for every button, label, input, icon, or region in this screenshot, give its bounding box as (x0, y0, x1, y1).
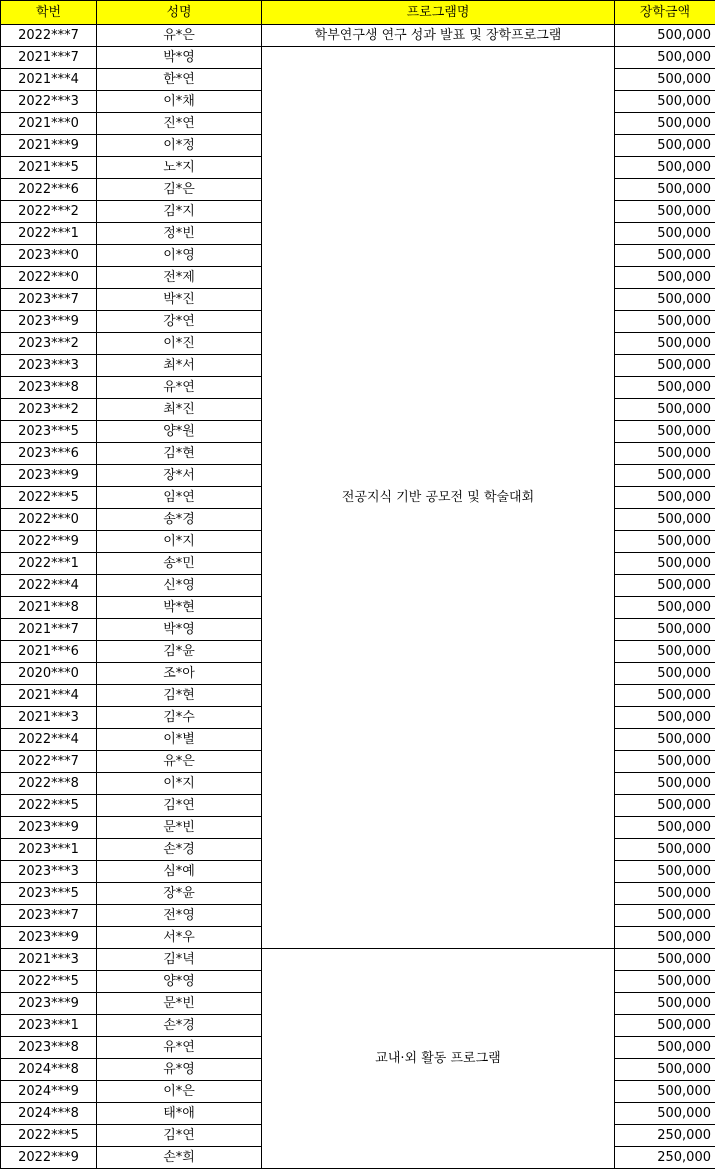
amount-cell: 500,000 (615, 971, 715, 993)
table-row (1, 47, 715, 69)
student-id-cell: 2022***0 (1, 509, 97, 531)
student-name-cell: 문*빈 (97, 993, 262, 1015)
student-id-cell: 2023***2 (1, 399, 97, 421)
student-id-cell: 2022***1 (1, 553, 97, 575)
amount-cell: 500,000 (615, 465, 715, 487)
student-name-cell: 김*연 (97, 1125, 262, 1147)
student-name-cell: 김*윤 (97, 641, 262, 663)
amount-cell: 500,000 (615, 113, 715, 135)
table-body (1, 25, 715, 1169)
amount-cell: 500,000 (615, 949, 715, 971)
student-id-cell: 2021***7 (1, 619, 97, 641)
amount-cell: 500,000 (615, 1015, 715, 1037)
amount-cell: 500,000 (615, 421, 715, 443)
student-name-cell: 유*영 (97, 1059, 262, 1081)
student-id-cell: 2022***9 (1, 531, 97, 553)
amount-cell: 500,000 (615, 201, 715, 223)
student-name-cell: 김*수 (97, 707, 262, 729)
amount-cell: 500,000 (615, 355, 715, 377)
student-id-cell: 2023***5 (1, 883, 97, 905)
student-id-cell: 2020***0 (1, 663, 97, 685)
student-id-cell: 2023***9 (1, 927, 97, 949)
header-amount: 장학금액 (615, 1, 715, 25)
student-name-cell: 손*희 (97, 1147, 262, 1169)
student-name-cell: 이*영 (97, 245, 262, 267)
amount-cell: 500,000 (615, 179, 715, 201)
student-name-cell: 김*은 (97, 179, 262, 201)
student-name-cell: 서*우 (97, 927, 262, 949)
student-id-cell: 2021***3 (1, 949, 97, 971)
student-id-cell: 2023***9 (1, 311, 97, 333)
student-id-cell: 2023***0 (1, 245, 97, 267)
program-name-cell: 전공지식 기반 공모전 및 학술대회 (262, 47, 615, 949)
amount-cell: 500,000 (615, 905, 715, 927)
student-id-cell: 2023***9 (1, 993, 97, 1015)
amount-cell: 500,000 (615, 575, 715, 597)
student-name-cell: 김*녁 (97, 949, 262, 971)
student-id-cell: 2021***0 (1, 113, 97, 135)
amount-cell: 500,000 (615, 1081, 715, 1103)
amount-cell: 250,000 (615, 1147, 715, 1169)
student-name-cell: 이*지 (97, 773, 262, 795)
student-name-cell: 문*빈 (97, 817, 262, 839)
student-name-cell: 노*지 (97, 157, 262, 179)
amount-cell: 500,000 (615, 69, 715, 91)
amount-cell: 500,000 (615, 839, 715, 861)
student-id-cell: 2022***5 (1, 487, 97, 509)
amount-cell: 500,000 (615, 531, 715, 553)
student-id-cell: 2022***3 (1, 91, 97, 113)
header-row (1, 1, 715, 25)
student-id-cell: 2024***9 (1, 1081, 97, 1103)
amount-cell: 500,000 (615, 267, 715, 289)
program-name-cell: 교내·외 활동 프로그램 (262, 949, 615, 1169)
student-name-cell: 김*연 (97, 795, 262, 817)
amount-cell: 500,000 (615, 487, 715, 509)
student-id-cell: 2021***3 (1, 707, 97, 729)
student-id-cell: 2022***5 (1, 971, 97, 993)
amount-cell: 500,000 (615, 597, 715, 619)
amount-cell: 500,000 (615, 883, 715, 905)
student-id-cell: 2023***1 (1, 1015, 97, 1037)
student-id-cell: 2023***8 (1, 1037, 97, 1059)
student-name-cell: 장*서 (97, 465, 262, 487)
amount-cell: 500,000 (615, 861, 715, 883)
student-name-cell: 최*서 (97, 355, 262, 377)
student-id-cell: 2021***4 (1, 685, 97, 707)
student-name-cell: 송*민 (97, 553, 262, 575)
amount-cell: 500,000 (615, 91, 715, 113)
student-id-cell: 2022***7 (1, 751, 97, 773)
amount-cell: 500,000 (615, 663, 715, 685)
student-name-cell: 박*영 (97, 47, 262, 69)
amount-cell: 500,000 (615, 707, 715, 729)
amount-cell: 500,000 (615, 245, 715, 267)
amount-cell: 500,000 (615, 377, 715, 399)
student-name-cell: 심*예 (97, 861, 262, 883)
amount-cell: 500,000 (615, 223, 715, 245)
student-name-cell: 태*애 (97, 1103, 262, 1125)
amount-cell: 500,000 (615, 25, 715, 47)
amount-cell: 500,000 (615, 311, 715, 333)
amount-cell: 500,000 (615, 509, 715, 531)
table-row (1, 25, 715, 47)
amount-cell: 500,000 (615, 399, 715, 421)
student-id-cell: 2023***2 (1, 333, 97, 355)
student-id-cell: 2022***0 (1, 267, 97, 289)
amount-cell: 500,000 (615, 751, 715, 773)
student-id-cell: 2022***9 (1, 1147, 97, 1169)
amount-cell: 500,000 (615, 619, 715, 641)
amount-cell: 500,000 (615, 553, 715, 575)
student-id-cell: 2023***3 (1, 355, 97, 377)
student-id-cell: 2023***6 (1, 443, 97, 465)
student-id-cell: 2023***8 (1, 377, 97, 399)
student-name-cell: 김*현 (97, 685, 262, 707)
amount-cell: 500,000 (615, 685, 715, 707)
student-id-cell: 2024***8 (1, 1103, 97, 1125)
student-name-cell: 이*은 (97, 1081, 262, 1103)
student-id-cell: 2024***8 (1, 1059, 97, 1081)
student-name-cell: 박*현 (97, 597, 262, 619)
student-id-cell: 2023***7 (1, 905, 97, 927)
student-name-cell: 전*영 (97, 905, 262, 927)
student-id-cell: 2021***9 (1, 135, 97, 157)
student-name-cell: 손*경 (97, 1015, 262, 1037)
table-row (1, 949, 715, 971)
student-id-cell: 2022***6 (1, 179, 97, 201)
student-id-cell: 2021***7 (1, 47, 97, 69)
student-name-cell: 정*빈 (97, 223, 262, 245)
student-name-cell: 이*채 (97, 91, 262, 113)
student-name-cell: 이*진 (97, 333, 262, 355)
student-name-cell: 진*연 (97, 113, 262, 135)
student-name-cell: 전*제 (97, 267, 262, 289)
amount-cell: 500,000 (615, 795, 715, 817)
amount-cell: 500,000 (615, 773, 715, 795)
student-id-cell: 2023***3 (1, 861, 97, 883)
header-name: 성명 (97, 1, 262, 25)
student-name-cell: 유*연 (97, 1037, 262, 1059)
student-id-cell: 2023***1 (1, 839, 97, 861)
amount-cell: 500,000 (615, 1103, 715, 1125)
amount-cell: 500,000 (615, 641, 715, 663)
header-student-id: 학번 (1, 1, 97, 25)
student-name-cell: 김*지 (97, 201, 262, 223)
student-name-cell: 김*현 (97, 443, 262, 465)
student-name-cell: 양*영 (97, 971, 262, 993)
student-id-cell: 2023***9 (1, 817, 97, 839)
student-name-cell: 유*은 (97, 25, 262, 47)
student-id-cell: 2023***9 (1, 465, 97, 487)
student-name-cell: 이*별 (97, 729, 262, 751)
student-id-cell: 2022***7 (1, 25, 97, 47)
student-name-cell: 손*경 (97, 839, 262, 861)
student-id-cell: 2022***5 (1, 795, 97, 817)
student-id-cell: 2023***7 (1, 289, 97, 311)
student-name-cell: 한*연 (97, 69, 262, 91)
student-id-cell: 2022***8 (1, 773, 97, 795)
student-id-cell: 2023***5 (1, 421, 97, 443)
student-id-cell: 2022***4 (1, 575, 97, 597)
amount-cell: 500,000 (615, 289, 715, 311)
student-id-cell: 2021***8 (1, 597, 97, 619)
amount-cell: 500,000 (615, 443, 715, 465)
student-name-cell: 이*지 (97, 531, 262, 553)
amount-cell: 500,000 (615, 817, 715, 839)
amount-cell: 500,000 (615, 729, 715, 751)
amount-cell: 500,000 (615, 1059, 715, 1081)
header-program: 프로그램명 (262, 1, 615, 25)
amount-cell: 500,000 (615, 993, 715, 1015)
amount-cell: 500,000 (615, 1037, 715, 1059)
student-name-cell: 강*연 (97, 311, 262, 333)
program-name-cell: 학부연구생 연구 성과 발표 및 장학프로그램 (262, 25, 615, 47)
amount-cell: 500,000 (615, 47, 715, 69)
amount-cell: 500,000 (615, 333, 715, 355)
amount-cell: 500,000 (615, 927, 715, 949)
student-name-cell: 양*원 (97, 421, 262, 443)
amount-cell: 250,000 (615, 1125, 715, 1147)
student-name-cell: 신*영 (97, 575, 262, 597)
student-name-cell: 박*진 (97, 289, 262, 311)
student-name-cell: 유*연 (97, 377, 262, 399)
student-name-cell: 조*아 (97, 663, 262, 685)
student-name-cell: 송*경 (97, 509, 262, 531)
student-id-cell: 2022***4 (1, 729, 97, 751)
student-id-cell: 2022***2 (1, 201, 97, 223)
student-id-cell: 2021***4 (1, 69, 97, 91)
student-name-cell: 유*은 (97, 751, 262, 773)
student-name-cell: 박*영 (97, 619, 262, 641)
student-name-cell: 최*진 (97, 399, 262, 421)
student-id-cell: 2021***6 (1, 641, 97, 663)
student-name-cell: 임*연 (97, 487, 262, 509)
amount-cell: 500,000 (615, 157, 715, 179)
amount-cell: 500,000 (615, 135, 715, 157)
student-name-cell: 장*윤 (97, 883, 262, 905)
student-id-cell: 2021***5 (1, 157, 97, 179)
student-id-cell: 2022***5 (1, 1125, 97, 1147)
student-name-cell: 이*정 (97, 135, 262, 157)
student-id-cell: 2022***1 (1, 223, 97, 245)
